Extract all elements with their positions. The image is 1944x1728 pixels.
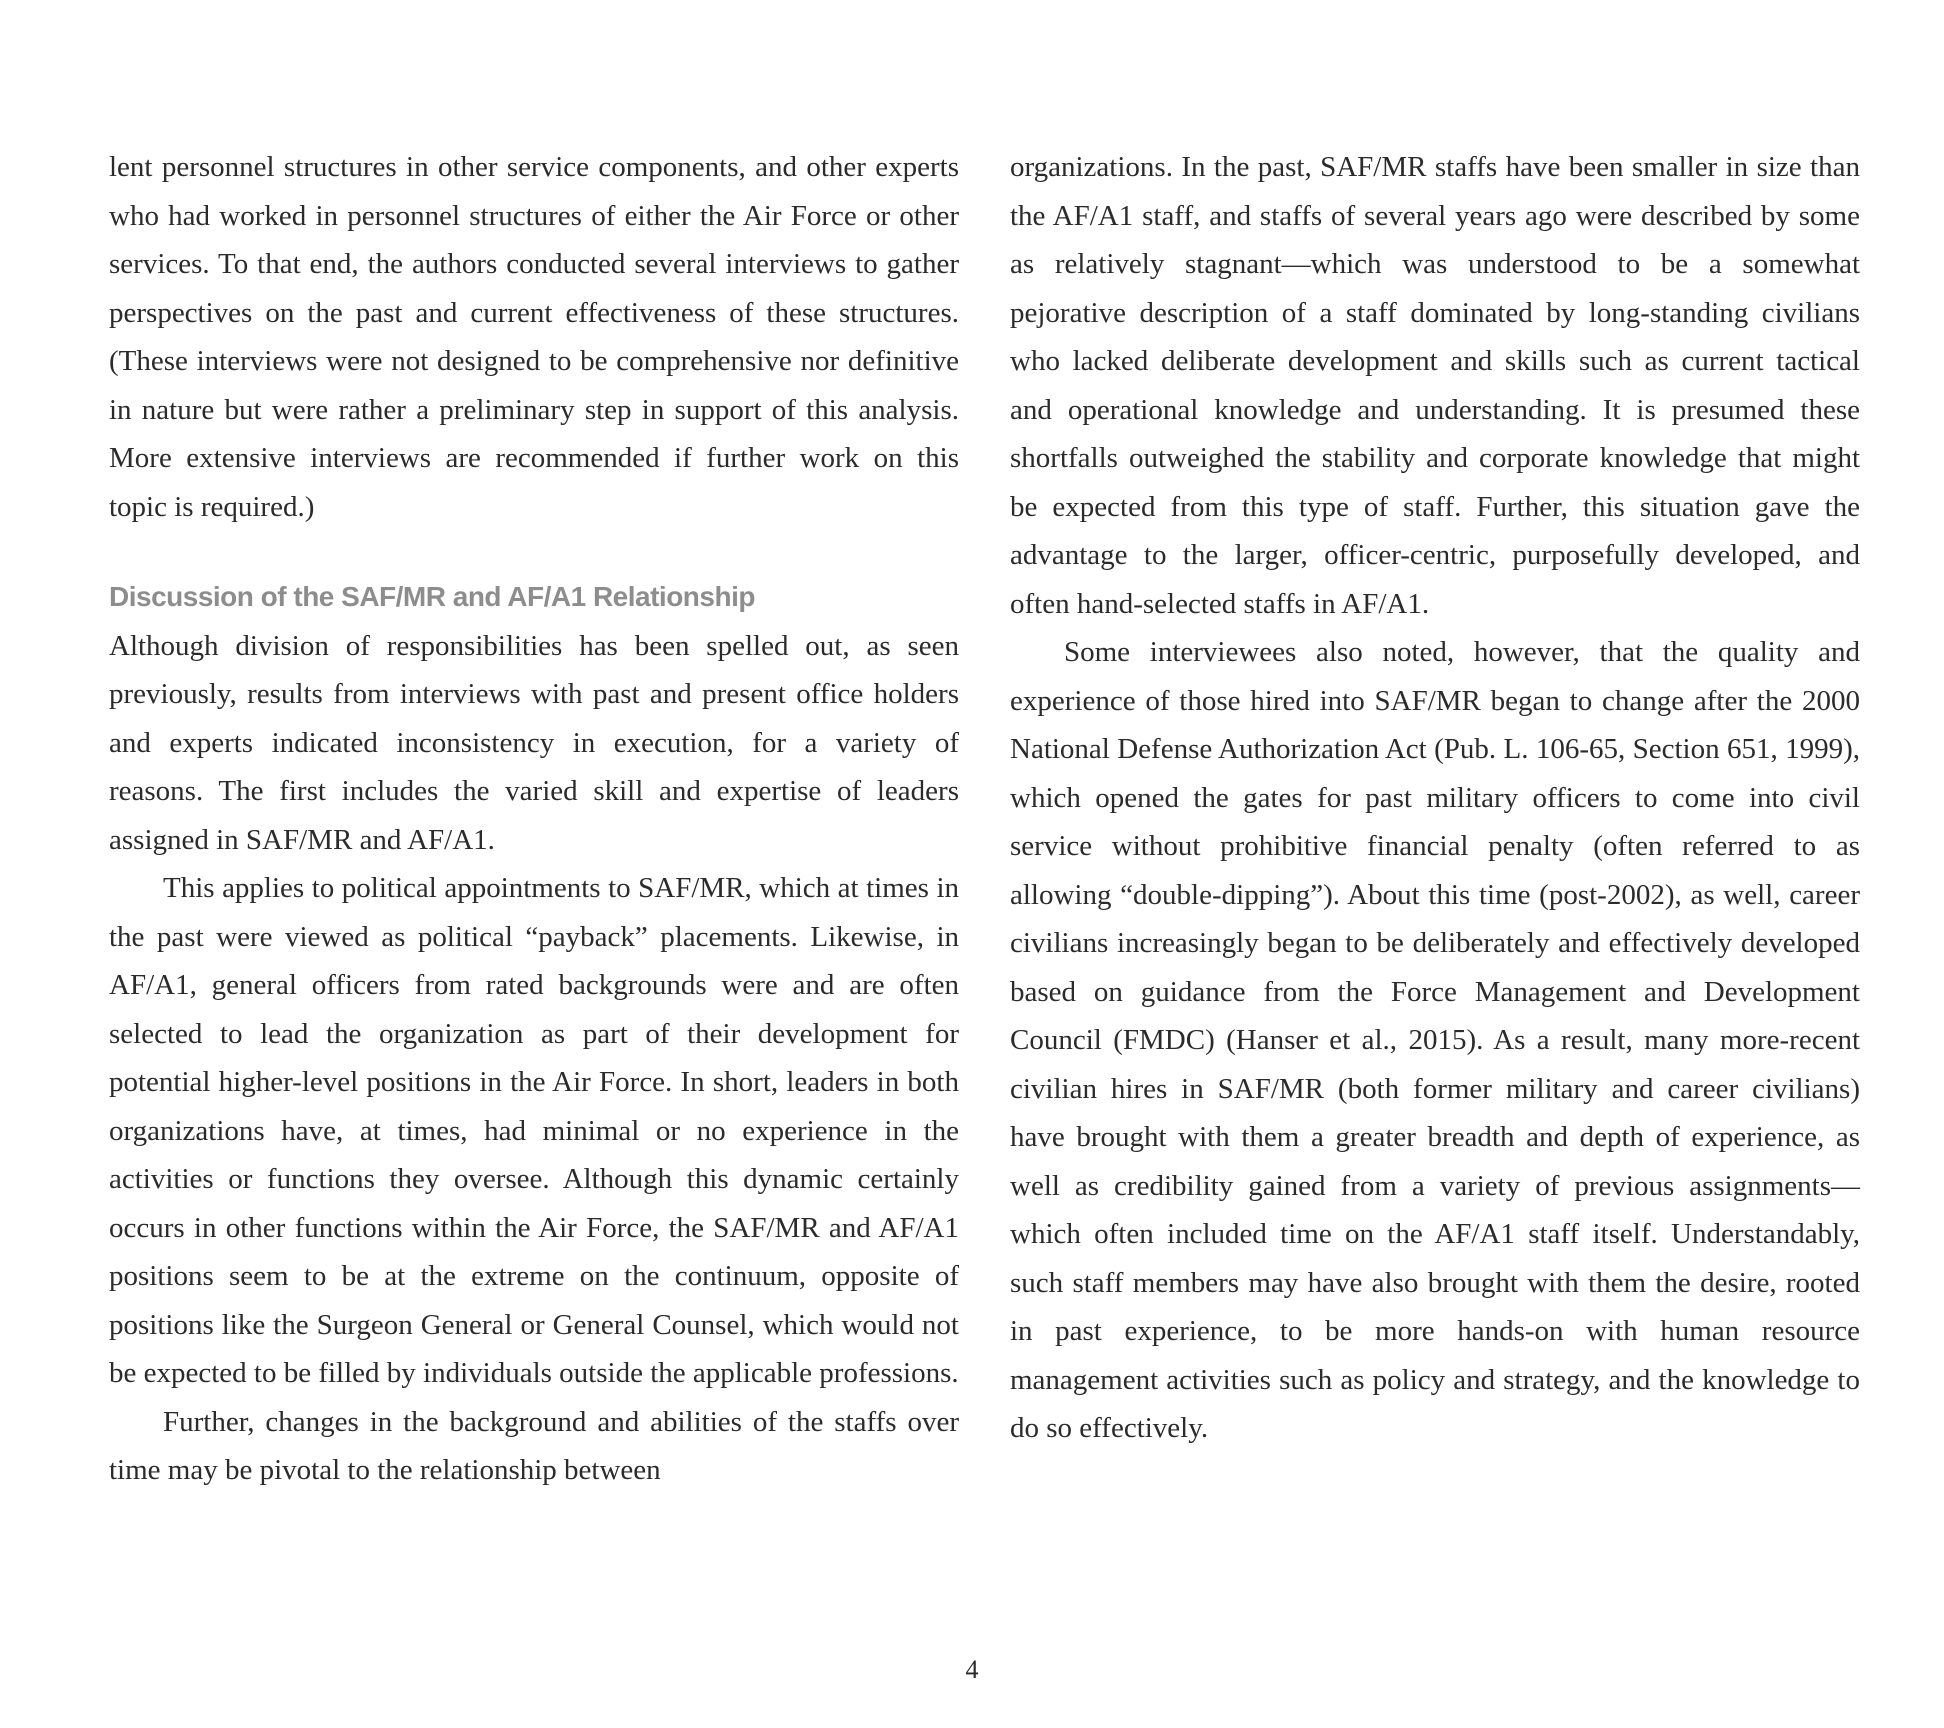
- paragraph: Some interviewees also noted, however, that the quality and experience of those hired into SAF/MR began to change after the 2000 National Defense Authorization Act (Pub. L. 106-65, Section 651, 1999), which opened the gates for past military officers to come into civil service without prohibitive financial penalty (often referred to as allowing “double-dipping”). About this time (post-2002), as well, career civilians increasingly began to be deliberately and effectively developed based on guidance from the Force Management and Development Council (FMDC) (Hanser et al., 2015). As a result, many more-recent civilian hires in SAF/MR (both former military and career civilians) have brought with them a greater breadth and depth of experience, as well as credibility gained from a variety of previous assignments—which often included time on the AF/A1 staff itself. Understandably, such staff members may have also brought with them the desire, rooted in past experience, to be more hands-on with human resource management activities such as policy and strategy, and the knowledge to do so effectively.: [1010, 636, 1860, 1444]
- page-number: 4: [965, 1655, 979, 1684]
- section-heading: Discussion of the SAF/MR and AF/A1 Relationship: [109, 581, 755, 612]
- paragraph: lent personnel structures in other service components, and other experts who had worked in personnel structures of either the Air Force or other services. To that end, the authors conducted several interviews to gather perspectives on the past and current effectiveness of these structures. (These interviews were not designed to be comprehensive nor definitive in nature but were rather a preliminary step in support of this analysis. More extensive interviews are recommended if further work on this topic is required.): [109, 151, 959, 523]
- paragraph: Although division of responsibilities has been spelled out, as seen previously, results from interviews with past and present office holders and experts indicated inconsistency in execution, for a variety of reasons. The first includes the varied skill and expertise of leaders assigned in SAF/MR and AF/A1.: [109, 629, 959, 856]
- paragraph: Further, changes in the background and abilities of the staffs over time may be pivotal to the relationship between: [109, 1405, 959, 1486]
- paragraph: organizations. In the past, SAF/MR staffs have been smaller in size than the AF/A1 staff, and staffs of several years ago were described by some as relatively stagnant—which was understood to be a somewhat pejorative description of a staff dominated by long-standing civilians who lacked deliberate development and skills such as current tactical and operational knowledge and understanding. It is presumed these shortfalls outweighed the stability and corporate knowledge that might be expected from this type of staff. Further, this situation gave the advantage to the larger, officer-centric, purposefully developed, and often hand-selected staffs in AF/A1.: [1010, 151, 1860, 620]
- left-column: [109, 143, 959, 1495]
- paragraph: This applies to political appointments to SAF/MR, which at times in the past were viewed as political “payback” placements. Likewise, in AF/A1, general officers from rated backgrounds were and are often selected to lead the organization as part of their development for potential higher-level positions in the Air Force. In short, leaders in both organizations have, at times, had minimal or no experience in the activities or functions they oversee. Although this dynamic certainly occurs in other functions within the Air Force, the SAF/MR and AF/A1 positions seem to be at the extreme on the continuum, opposite of positions like the Surgeon General or General Counsel, which would not be expected to be filled by individuals outside the applicable professions.: [109, 872, 959, 1389]
- right-column: [1010, 143, 1860, 1453]
